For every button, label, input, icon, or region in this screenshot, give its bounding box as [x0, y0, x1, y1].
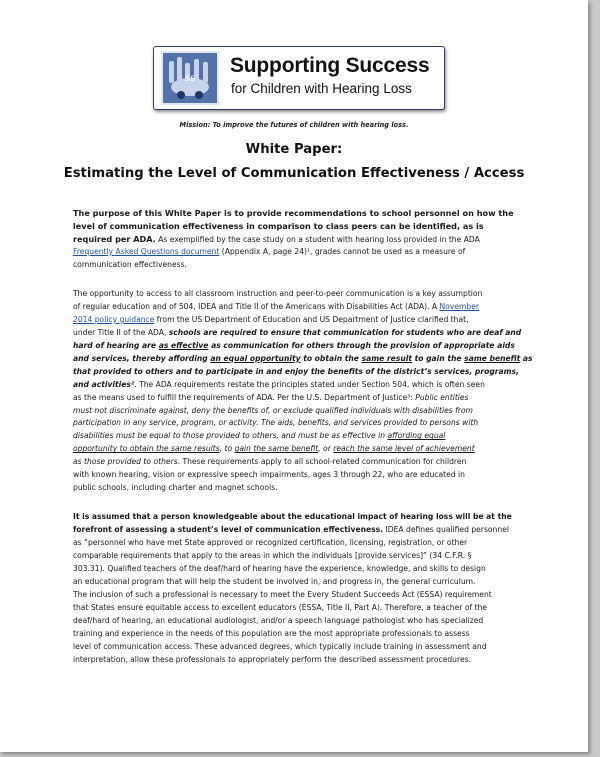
- text-line: that States ensure equitable access to excellent educators (ESSA, Title II, Part A). Therefore, a teacher of the: [73, 603, 488, 613]
- text-line: The purpose of this White Paper is to provide recommendations to school personnel on how the: [73, 208, 514, 218]
- text-line: 303.31). Qualified teachers of the deaf/hard of hearing have the experience, knowledge, and skills to design: [73, 564, 486, 574]
- underlined-text: affording equal: [387, 431, 446, 441]
- text-span: and services, thereby affording: [73, 353, 211, 363]
- italic-text: Public entities: [415, 392, 469, 402]
- hands-logo-icon: [161, 51, 219, 105]
- text-span: as: [520, 353, 533, 363]
- text-span: of regular education and of 504, IDEA and Title II of the Americans with Disabilities Act (ADA). A: [73, 302, 440, 312]
- faq-document-link[interactable]: Frequently Asked Questions document: [73, 246, 220, 256]
- document-body: [73, 207, 567, 667]
- underlined-text: same result: [361, 353, 412, 363]
- text-span: disabilities must be equal to those provided to others, and must be as effective in: [73, 431, 388, 441]
- bold-text: forefront of assessing a student’s level of communication effectiveness.: [73, 525, 384, 535]
- text-span: hard of hearing are: [73, 340, 159, 350]
- underlined-text: as effective: [158, 340, 209, 350]
- text-line: with known hearing, vision or expressive speech impairments, ages 3 through 22, who are educated in: [73, 470, 465, 480]
- text-line: participation in any service, program, or activity. The aids, benefits, and services provided to persons with: [73, 418, 479, 428]
- text-line: deaf/hard of hearing, an educational audiologist, and/or a speech language pathologist who has specialized: [73, 615, 484, 625]
- text-line: [73, 353, 567, 366]
- paragraph-access-opportunity: [73, 288, 567, 495]
- text-span: (Appendix A, page 24)¹, grades cannot be used as a measure of: [219, 246, 466, 256]
- text-line: The opportunity to access to all classroom instruction and peer-to-peer communication is a key assumption: [73, 289, 483, 299]
- text-line: The inclusion of such a professional is necessary to meet the Every Student Succeeds Act (ESSA) requirement: [73, 590, 492, 600]
- logo-title: Supporting Success: [230, 54, 430, 77]
- text-span: IDEA defines qualified personnel: [383, 525, 509, 535]
- text-line: [73, 314, 567, 327]
- underlined-text: reach the same level of achievement: [333, 444, 475, 454]
- logo-banner: [153, 46, 445, 110]
- text-line: [73, 524, 567, 537]
- document-title-line-2: Estimating the Level of Communication Effectiveness / Access: [63, 166, 525, 181]
- policy-guidance-link[interactable]: November: [439, 302, 480, 312]
- text-line: training and experience in the needs of this population are the most appropriate professionals to assess: [73, 628, 470, 638]
- text-span: under Title II of the ADA,: [73, 327, 169, 337]
- text-line: [73, 392, 567, 405]
- underlined-text: gain the same benefit: [234, 444, 319, 454]
- underlined-text: opportunity to obtain the same results: [73, 444, 220, 454]
- text-line: [73, 340, 567, 353]
- text-line: It is assumed that a person knowledgeable about the educational impact of hearing loss will be at the: [73, 512, 512, 522]
- emphasis-text: and activities²: [73, 379, 135, 389]
- policy-guidance-link-cont[interactable]: 2014 policy guidance: [73, 314, 155, 324]
- text-span: to gain the: [411, 353, 465, 363]
- text-line: interpretation, allow these professionals to appropriately perform the described assessment procedures.: [73, 654, 471, 664]
- text-span: as communication for others through the provision of appropriate aids: [208, 340, 515, 350]
- logo-subtitle: for Children with Hearing Loss: [231, 81, 412, 96]
- text-span: , or: [318, 444, 334, 454]
- text-line: [73, 246, 567, 259]
- text-line: [73, 233, 567, 246]
- underlined-text: same benefit: [464, 353, 521, 363]
- text-line: [73, 327, 567, 340]
- text-line: [73, 430, 567, 443]
- mission-statement: Mission: To improve the futures of children with hearing loss.: [179, 121, 409, 129]
- text-line: an educational program that will help the student be involved in, and progress in, the general curriculum.: [73, 577, 476, 587]
- text-line: level of communication access. These advanced degrees, which typically include training in assessment and: [73, 641, 487, 651]
- text-line: as “personnel who have met State approved or recognized certification, licensing, registration, or other: [73, 538, 468, 548]
- text-line: that provided to others and to participate in and enjoy the benefits of the district’s services, programs,: [73, 366, 519, 376]
- text-line: [73, 443, 567, 456]
- text-span: as the means used to fulfill the requirements of ADA. Per the U.S. Department of Justice³:: [73, 392, 416, 402]
- text-line: public schools, including charter and magnet schools.: [73, 483, 278, 493]
- bold-text: required per ADA.: [73, 233, 156, 244]
- text-span: . These requirements apply to all school-related communication for children: [177, 457, 467, 467]
- paragraph-qualified-personnel: [73, 511, 567, 666]
- text-line: [73, 301, 567, 314]
- text-line: [73, 456, 567, 469]
- document-title-line-1: White Paper:: [245, 142, 343, 157]
- text-span: As exemplified by the case study on a student with hearing loss provided in the ADA: [155, 234, 480, 244]
- text-line: level of communication effectiveness in comparison to class peers can be identified, as is: [73, 220, 484, 231]
- text-span: from the US Department of Education and US Department of Justice clarified that,: [154, 314, 469, 324]
- text-line: communication effectiveness.: [73, 259, 187, 269]
- paragraph-purpose: [73, 207, 567, 272]
- text-line: must not discriminate against, deny the benefits of, or exclude qualified individuals with disabilities from: [73, 405, 473, 415]
- emphasis-text: schools are required to ensure that communication for students who are deaf and: [168, 327, 522, 337]
- svg-text:ss: ss: [184, 73, 196, 84]
- text-line: comparable requirements that apply to the areas in which the individuals [provide services]” (34 C.F.R. §: [73, 551, 472, 561]
- italic-text: as those provided to others: [73, 457, 178, 467]
- text-span: . The ADA requirements restate the principles stated under Section 504, which is often seen: [134, 379, 485, 389]
- underlined-text: an equal opportunity: [210, 353, 301, 363]
- text-span: , to: [219, 444, 235, 454]
- text-span: to obtain the: [300, 353, 362, 363]
- text-line: [73, 379, 567, 392]
